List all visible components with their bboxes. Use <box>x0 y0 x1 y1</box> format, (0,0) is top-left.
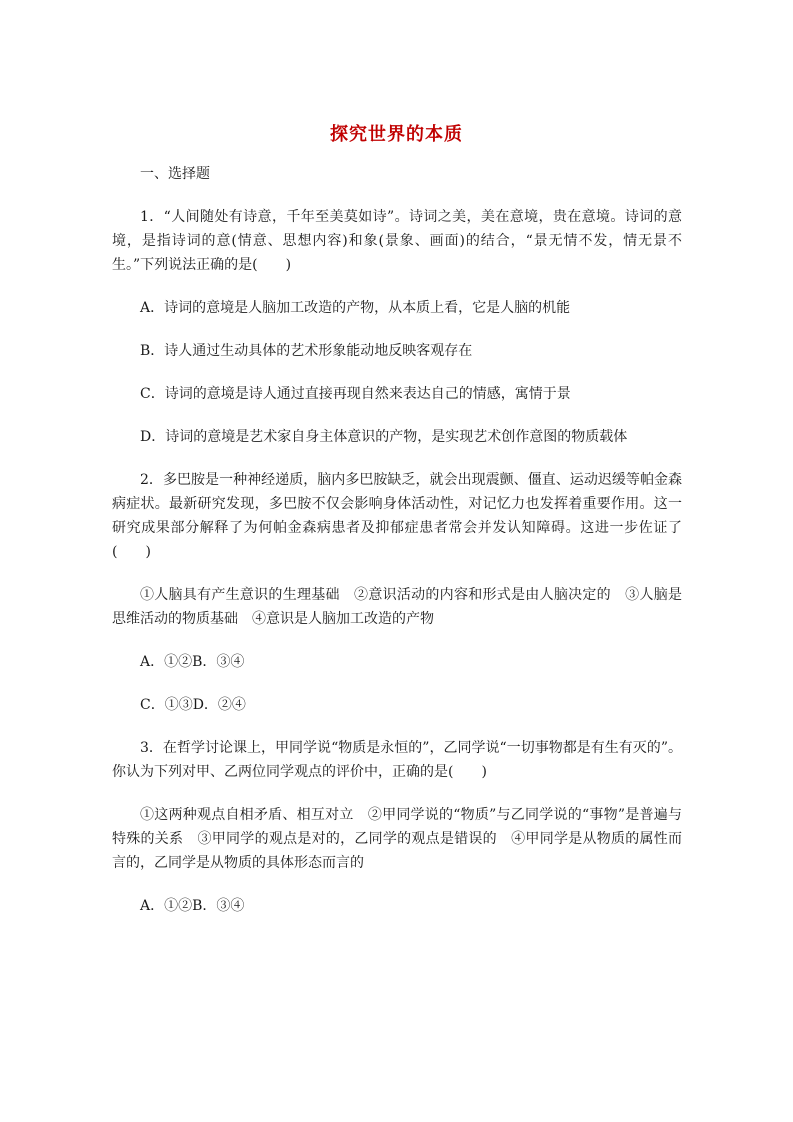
question-2-stem: 2．多巴胺是一种神经递质，脑内多巴胺缺乏，就会出现震颤、僵直、运动迟缓等帕金森病症状。最新研究发现，多巴胺不仅会影响身体活动性，对记忆力也发挥着重要作用。这一研究成果部分解释了为何帕金森病患者及抑郁症患者常会并发认知障碍。这进一步佐证了( ) <box>112 472 682 560</box>
question-2-option-cd: C．①③D．②④ <box>140 697 246 713</box>
question-3-option-ab: A．①②B．③④ <box>140 898 245 914</box>
question-1-stem: 1．“人间随处有诗意，千年至美莫如诗”。诗词之美，美在意境，贵在意境。诗词的意境，是指诗词的意(情意、思想内容)和象(景象、画面)的结合，“景无情不发，情无景不生。”下列说法正确的是( ) <box>112 209 682 273</box>
question-1-option-c: C．诗词的意境是诗人通过直接再现自然来表达自己的情感，寓情于景 <box>140 386 571 402</box>
question-2-statements: ①人脑具有产生意识的生理基础 ②意识活动的内容和形式是由人脑决定的 ③人脑是思维活动的物质基础 ④意识是人脑加工改造的产物 <box>112 587 682 627</box>
question-2-option-ab: A．①②B．③④ <box>140 654 245 670</box>
question-3-stem: 3．在哲学讨论课上，甲同学说“物质是永恒的”，乙同学说“一切事物都是有生有灭的”。你认为下列对甲、乙两位同学观点的评价中，正确的是( ) <box>112 740 682 780</box>
question-1-option-b: B．诗人通过生动具体的艺术形象能动地反映客观存在 <box>140 343 473 359</box>
question-1-option-a: A．诗词的意境是人脑加工改造的产物，从本质上看，它是人脑的机能 <box>140 300 571 316</box>
section-heading: 一、选择题 <box>140 166 210 182</box>
page-title: 探究世界的本质 <box>330 124 463 145</box>
document-body <box>112 162 682 937</box>
question-1-option-d: D．诗词的意境是艺术家自身主体意识的产物，是实现艺术创作意图的物质载体 <box>140 429 628 445</box>
question-3-statements: ①这两种观点自相矛盾、相互对立 ②甲同学说的“物质”与乙同学说的“事物”是普遍与特殊的关系 ③甲同学的观点是对的，乙同学的观点是错误的 ④甲同学是从物质的属性而言的，乙同学是从物质的具体形态而言的 <box>112 807 682 871</box>
